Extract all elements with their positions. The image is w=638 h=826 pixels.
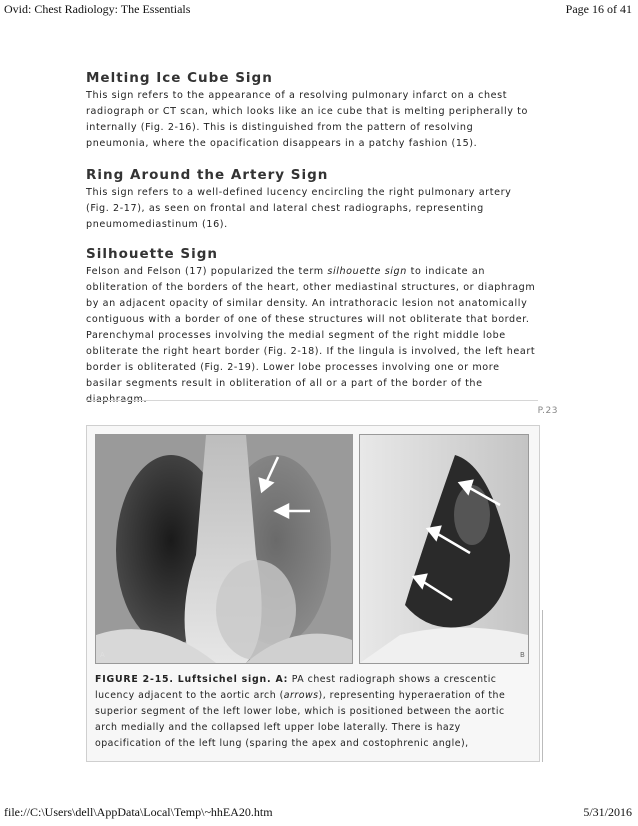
section-heading: Silhouette Sign bbox=[86, 246, 219, 262]
caption-italic: arrows bbox=[283, 690, 319, 701]
section-paragraph bbox=[86, 264, 538, 408]
panel-label-a: A bbox=[100, 651, 105, 659]
paragraph-text: Felson and Felson (17) popularized the term bbox=[86, 266, 328, 277]
section-paragraph: This sign refers to a well-defined lucency encircling the right pulmonary artery (Fig. 2-17), as seen on frontal and lateral chest radiographs, representing pneumomediastinum (16). bbox=[86, 187, 512, 230]
section-melting-ice-cube bbox=[86, 70, 538, 152]
figure-2-15 bbox=[86, 425, 540, 762]
caption-label: FIGURE 2-15. Luftsichel sign. A: bbox=[95, 674, 289, 685]
file-path: file://C:\Users\dell\AppData\Local\Temp\~hhEA20.htm bbox=[4, 805, 273, 819]
radiograph-lateral-image bbox=[359, 434, 529, 664]
print-page-marker: P.23 bbox=[537, 406, 558, 416]
radiograph-pa-image bbox=[95, 434, 353, 664]
panel-label-b: B bbox=[520, 651, 525, 659]
paragraph-text: to indicate an obliteration of the borders of the heart, other mediastinal structures, or diaphragm by an adjacent opacity of similar density. An intrathoracic lesion not anatomically contiguous with a border of one of these structures will not obliterate that border. Parenchymal processes involving the medial segment of the right middle lobe obliterate the right heart border (Fig. 2-18). If the lingula is involved, the left heart border is obliterated (Fig. 2-19). Lower lobe processes involving one or more basilar segments result in obliteration of all or a part of the border of the diaphragm. bbox=[86, 266, 536, 405]
caption-text: PA chest radiograph shows a crescentic lucency adjacent to the aortic arch ( bbox=[95, 674, 497, 701]
print-date: 5/31/2016 bbox=[583, 805, 632, 819]
scroll-edge bbox=[542, 610, 543, 762]
figure-caption bbox=[95, 672, 525, 752]
section-ring-around-artery bbox=[86, 167, 538, 233]
section-heading: Ring Around the Artery Sign bbox=[86, 167, 329, 183]
section-heading: Melting Ice Cube Sign bbox=[86, 70, 273, 86]
document-title: Ovid: Chest Radiology: The Essentials bbox=[4, 2, 191, 16]
section-silhouette-sign bbox=[86, 246, 538, 408]
caption-text: ), representing hyperaeration of the superior segment of the left lower lobe, which is positioned between the aortic arch medially and the collapsed left upper lobe laterally. There is hazy opacification of the left lung (sparing the apex and costophrenic angle), bbox=[95, 690, 506, 749]
page-count: Page 16 of 41 bbox=[565, 2, 632, 16]
section-paragraph: This sign refers to the appearance of a resolving pulmonary infarct on a chest radiograph or CT scan, which looks like an ice cube that is melting peripherally to internally (Fig. 2-16). This is distinguished from the pattern of resolving pneumonia, where the opacification disappears in a patchy fashion (15). bbox=[86, 90, 528, 149]
divider bbox=[86, 400, 538, 401]
term-italic: silhouette sign bbox=[327, 266, 407, 277]
